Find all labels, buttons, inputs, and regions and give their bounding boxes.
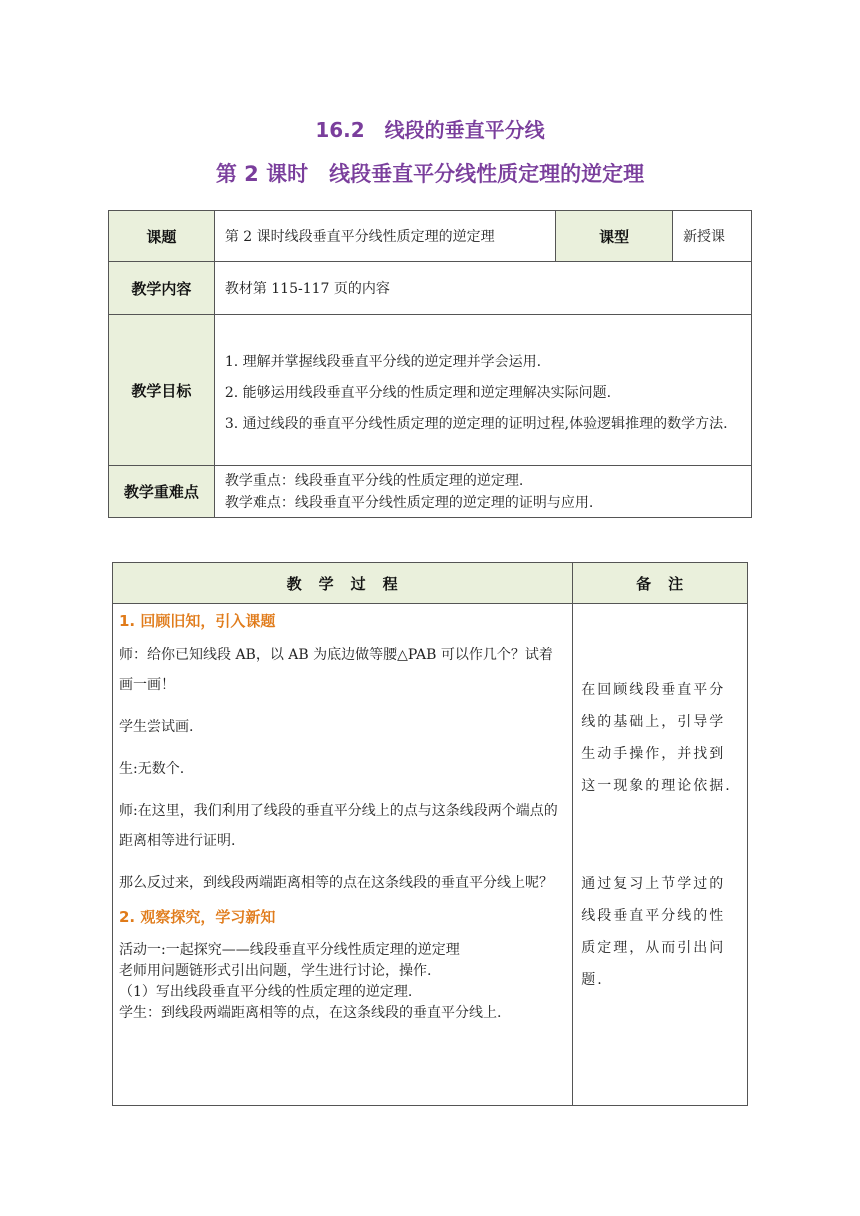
process-content <box>113 604 573 1106</box>
topic-label: 课题 <box>109 211 215 262</box>
paragraph: 学生尝试画. <box>119 719 194 735</box>
keypoint-item: 教学难点：线段垂直平分线性质定理的逆定理的证明与应用. <box>224 494 594 511</box>
paragraph: 师：给你已知线段 AB，以 AB 为底边做等腰△PAB 可以作几个？试着画一画！ <box>119 647 553 693</box>
paragraph: 老师用问题链形式引出问题，学生进行讨论，操作. <box>119 963 432 979</box>
paragraph: 生:无数个. <box>119 761 185 777</box>
section-title: 1. 回顾旧知，引入课题 <box>119 612 276 630</box>
goal-item: 1. 理解并掌握线段垂直平分线的逆定理并学会运用. <box>224 353 542 370</box>
lesson-subtitle: 第 2 课时 线段垂直平分线性质定理的逆定理 <box>215 162 645 186</box>
paragraph: 师:在这里，我们利用了线段的垂直平分线上的点与这条线段两个端点的距离相等进行证明. <box>119 803 558 849</box>
keypoints-label: 教学重难点 <box>109 466 215 518</box>
type-label: 课型 <box>556 211 673 262</box>
goal-item: 3. 通过线段的垂直平分线性质定理的逆定理的证明过程,体验逻辑推理的数学方法. <box>224 415 728 432</box>
goals-label: 教学目标 <box>109 315 215 466</box>
notes-header: 备 注 <box>573 563 748 604</box>
teaching-process-table <box>112 562 748 1106</box>
paragraph: 活动一:一起探究——线段垂直平分线性质定理的逆定理 <box>119 942 460 958</box>
notes-content <box>573 604 748 1106</box>
note-paragraph: 在回顾线段垂直平分线的基础上，引导学生动手操作，并找到这一现象的理论依据. <box>581 682 732 794</box>
lesson-title: 16.2 线段的垂直平分线 <box>315 118 545 142</box>
process-header: 教 学 过 程 <box>113 563 573 604</box>
note-paragraph: 通过复习上节学过的线段垂直平分线的性质定理，从而引出问题. <box>581 876 726 988</box>
section-title: 2. 观察探究，学习新知 <box>119 908 276 926</box>
content-label: 教学内容 <box>109 262 215 315</box>
goals-list <box>214 315 751 466</box>
type-value: 新授课 <box>673 211 752 262</box>
keypoints-list <box>214 466 751 518</box>
goal-item: 2. 能够运用线段垂直平分线的性质定理和逆定理解决实际问题. <box>224 384 612 401</box>
lesson-info-table <box>108 210 752 518</box>
paragraph: 学生：到线段两端距离相等的点，在这条线段的垂直平分线上. <box>119 1005 502 1021</box>
paragraph: 那么反过来，到线段两端距离相等的点在这条线段的垂直平分线上呢？ <box>119 875 553 891</box>
paragraph: （1）写出线段垂直平分线的性质定理的逆定理. <box>119 984 413 1000</box>
content-value: 教材第 115-117 页的内容 <box>214 262 751 315</box>
topic-value: 第 2 课时线段垂直平分线性质定理的逆定理 <box>214 211 555 262</box>
keypoint-item: 教学重点：线段垂直平分线的性质定理的逆定理. <box>224 472 524 489</box>
